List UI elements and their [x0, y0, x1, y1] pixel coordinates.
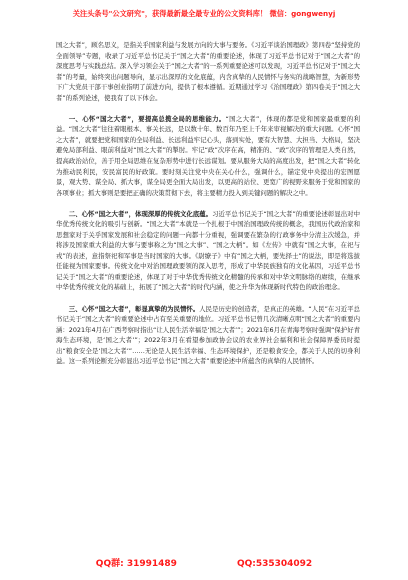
- qq-group-text: QQ群: 31991489: [95, 559, 177, 569]
- section-3-paragraph: [56, 304, 360, 367]
- intro-paragraph: [56, 40, 360, 103]
- document-body: [56, 40, 360, 367]
- promo-header: [0, 0, 408, 40]
- paragraph-text: 国之大者”，顾名思义，是指关乎国家利益与发展方向的大事与要务。《习近平谈治国理政》第四卷“坚持党的全面领导”专题，收录了习近平总书记关于“国之大者”的重要论述，体现了习近平总书记对于“国之大者”的深度思考与实践总结。深入学习领会关于“国之大者”的一系列重要论述可以发现，习近平总书记对于“国之大者”的考量，始终突出问题导向，显示出深厚的文化底蕴，内含真挚的人民情怀与务实的战略智慧，为新形势下广大党员干部干事创业指明了前进方向，提供了根本遵循。近期通过学习《治国理政》第四卷关于“国之大者”的系列论述，使我有了以下体会。: [56, 41, 360, 102]
- contact-footer: [0, 554, 408, 574]
- section-3-text: 人民是历史的创造者，是真正的英雄。“人民”在习近平总书记关于“国之大者”的重要论述中占有至关重要的地位。习近平总书记曾几次清晰点明“国之大者”的重要内涵：2021年4月在广西考察时指出“让人民生活幸福是‘国之大者’”；2021年6月在青海考察时强调“保护好青海生态环境，是‘国之大者’”；2022年3月在看望参加政协会议的农业界社会福利和社会保障界委员时提出“粮食安全是‘国之大者’”……无论是人民生活幸福、生态环境保护，还是粮食安全，都关于人民的切身利益。这一系列论断充分彰显出习近平总书记“国之大者”重要论述中所蕴含的真挚的人民情怀。: [56, 304, 360, 366]
- qq-text: QQ:535304092: [236, 559, 313, 569]
- promo-header-text: 关注头条号"公文研究"，获得最新最全最专业的公文资料库！ 微信：gongwenyj: [72, 9, 336, 18]
- section-1-paragraph: [56, 114, 360, 198]
- section-2-paragraph: [56, 209, 360, 293]
- section-1-heading: 一、心怀“国之大者”，要提高总揽全局的思维能力。: [68, 114, 226, 123]
- section-2-heading: 二、心怀“国之大者”，体现深厚的传统文化底蕴。: [68, 209, 213, 218]
- section-3-heading: 三、心怀“国之大者”，彰显真挚的为民情怀。: [68, 304, 200, 313]
- section-2-text: 习近平总书记关于“国之大者”的重要论述彰显出对中华优秀传统文化的吸引与创新。“国之大者”本就是一个扎根于中国治国理政传统的概念，我国历代政治家和思想家对于关乎国家发展和社会稳定的问题一向都十分重视，强调要在繁杂的行政事务中分清主次缓急，并将涉及国家重大利益的大事与要事称之为“国之大事”、“国之大柄”。如《左传》中就有“国之大事，在祀与戎”的表述，意指祭祀和军事是当时国家的大事。《尉缭子》中有“国之大柄，要先择士”的说法，即是将选拔任能视为国家要事。传统文化中对治国理政要领的深入思考，形成了中华民族独有的文化基因，习近平总书记关于“国之大者”的重要论述，体现了对于中华优秀传统文化精髓的传承和对中华文明脉络的赓续，在继承中华优秀传统文化的基础上，拓展了“国之大者”的时代内涵，使之升华为体现新时代特色的政治理念。: [56, 209, 360, 292]
- section-1-text: “国之大者”，体现的都是党和国家最重要的利益。“国之大者”往往着眼根本、事关长远，是以数十年、数百年乃至上千年来审视解决的重大问题。心怀“国之大者”，就要把党和国家的全局利益、长远利益牢记心头，落到实处，要有大智慧、大担当、大格局，坚决避免局部利益、眼前利益对“国之大者”的掣肘。牢记“政”次序在高，精准的、“政”次序的管理是人类自然，提高政治站位，善于用全局思维在复杂形势中进行长远谋划。要从服务大局的高度出发，把“国之大者”转化为推动民利民，安民富民的好政策。要时刻关注党中央在关心什么，强调什么，锚定党中央提出的宏图愿景，观大势、谋全局、抓大事，谋全局更全面大局出发，以更高的站位、更宽广的视野来服务于党和国家的各项事业；抓大事则是要把正确的决策贯彻下去，将主要精力投入到关键问题的解决之中。: [56, 114, 360, 197]
